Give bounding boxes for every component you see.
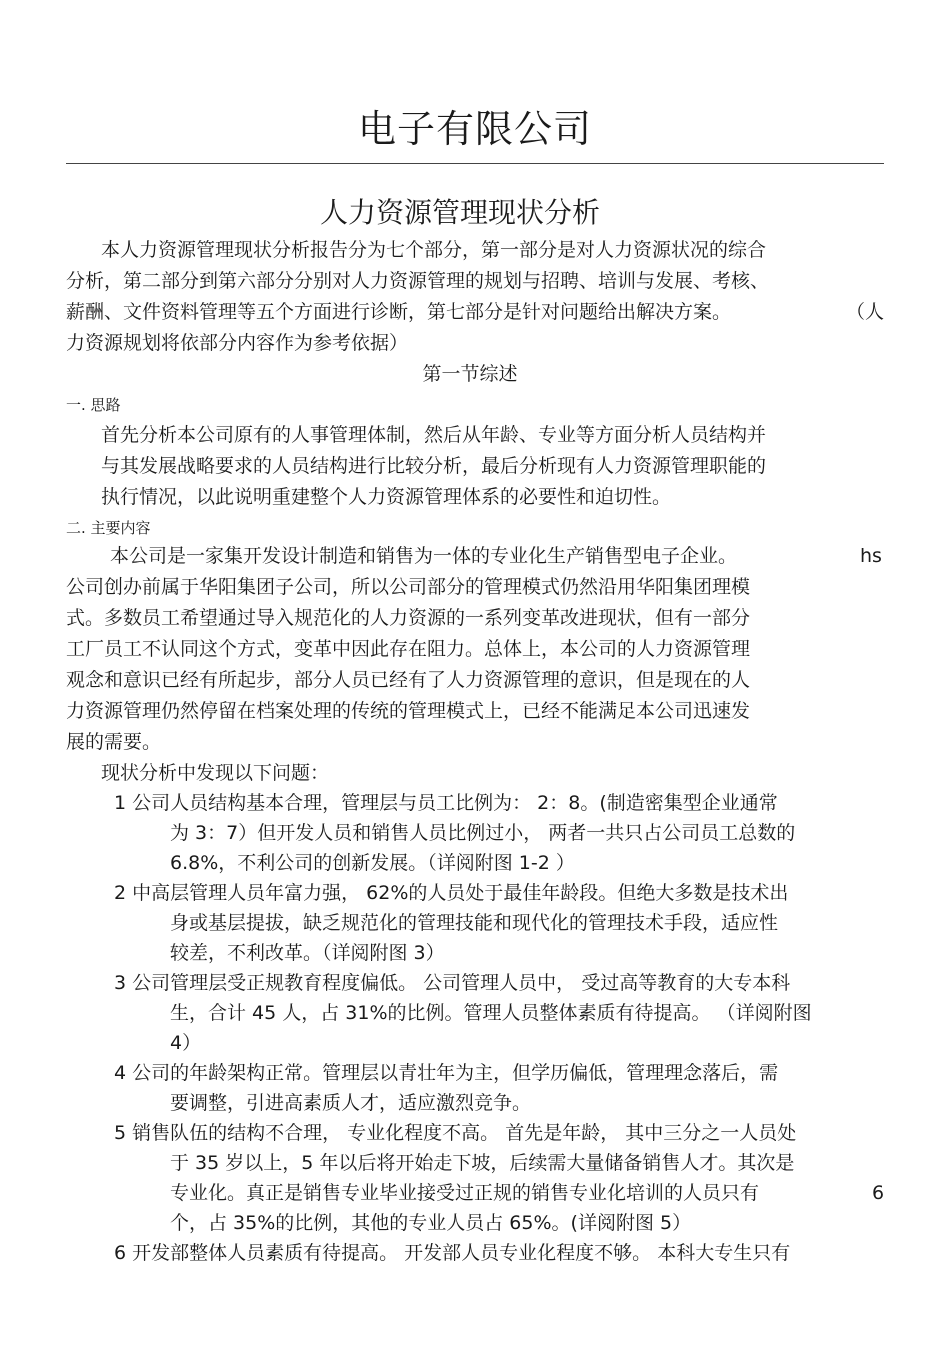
problem-line: 6 开发部整体人员素质有待提高。 开发部人员专业化程度不够。 本科大专生只有	[114, 1242, 791, 1264]
section-title: 第一节综述	[422, 363, 518, 385]
document-title: 人力资源管理现状分析	[319, 196, 600, 229]
thinking-line: 首先分析本公司原有的人事管理体制，然后从年龄、专业等方面分析人员结构并	[101, 424, 767, 446]
problem-line: 于 35 岁以上，5 年以后将开始走下坡，后续需大量储备销售人才。其次是	[170, 1152, 795, 1174]
problem-line: 3 公司管理层受正规教育程度偏低。 公司管理人员中， 受过高等教育的大专本科	[114, 972, 791, 994]
problem-line: 身或基层提拔，缺乏规范化的管理技能和现代化的管理技术手段，适应性	[170, 912, 779, 934]
content-line: 本公司是一家集开发设计制造和销售为一体的专业化生产销售型电子企业。	[110, 545, 738, 567]
intro-line: 薪酬、文件资料管理等五个方面进行诊断，第七部分是针对问题给出解决方案。	[66, 301, 732, 323]
problems-intro: 现状分析中发现以下问题：	[101, 762, 330, 784]
problem-line: 生，合计 45 人，占 31%的比例。管理人员整体素质有待提高。 （详阅附图	[170, 1002, 812, 1024]
thinking-line: 与其发展战略要求的人员结构进行比较分析，最后分析现有人力资源管理职能的	[101, 455, 767, 477]
intro-line: 力资源规划将依部分内容作为参考依据）	[66, 332, 409, 354]
problem-line: 专业化。真正是销售专业毕业接受过正规的销售专业化培训的人员只有	[170, 1182, 760, 1204]
problem-line: 较差，不利改革。（详阅附图 3）	[170, 942, 445, 964]
problem-line: 1 公司人员结构基本合理，管理层与员工比例为： 2：8。(制造密集型企业通常	[114, 792, 778, 814]
content-line: 公司创办前属于华阳集团子公司，所以公司部分的管理模式仍然沿用华阳集团理模	[66, 576, 751, 598]
content-line: 式。多数员工希望通过导入规范化的人力资源的一系列变革改进现状，但有一部分	[66, 607, 751, 629]
problem-line: 4）	[170, 1032, 202, 1054]
content-line: hs	[860, 545, 882, 567]
problem-line: 为 3：7）但开发人员和销售人员比例过小， 两者一共只占公司员工总数的	[170, 822, 796, 844]
problem-line: 6.8%，不利公司的创新发展。（详阅附图 1-2 ）	[170, 852, 575, 874]
problem-line: 5 销售队伍的结构不合理， 专业化程度不高。 首先是年龄， 其中三分之一人员处	[114, 1122, 797, 1144]
content-line: 展的需要。	[66, 731, 162, 753]
content-line: 工厂员工不认同这个方式，变革中因此存在阻力。总体上，本公司的人力资源管理	[66, 638, 751, 660]
company-title: 电子有限公司	[357, 107, 592, 151]
heading-thinking: 一. 思路	[66, 396, 121, 414]
content-line: 力资源管理仍然停留在档案处理的传统的管理模式上，已经不能满足本公司迅速发	[66, 700, 751, 722]
intro-line: （人	[846, 301, 885, 323]
content-line: 观念和意识已经有所起步，部分人员已经有了人力资源管理的意识，但是现在的人	[66, 669, 751, 691]
problem-line: 个，占 35%的比例，其他的专业人员占 65%。(详阅附图 5）	[170, 1212, 692, 1234]
intro-line: 分析，第二部分到第六部分分别对人力资源管理的规划与招聘、培训与发展、考核、	[66, 270, 770, 292]
thinking-line: 执行情况，以此说明重建整个人力资源管理体系的必要性和迫切性。	[101, 486, 672, 508]
problem-line: 要调整，引进高素质人才，适应激烈竞争。	[170, 1092, 532, 1114]
problem-line: 2 中高层管理人员年富力强， 62%的人员处于最佳年龄段。但绝大多数是技术出	[114, 882, 789, 904]
problem-line: 4 公司的年龄架构正常。管理层以青壮年为主，但学历偏低，管理理念落后，需	[114, 1062, 779, 1084]
problem-line: 6	[872, 1182, 885, 1204]
title-divider	[66, 163, 884, 164]
heading-main-content: 二. 主要内容	[66, 519, 151, 537]
intro-line: 本人力资源管理现状分析报告分为七个部分，第一部分是对人力资源状况的综合	[101, 239, 767, 261]
